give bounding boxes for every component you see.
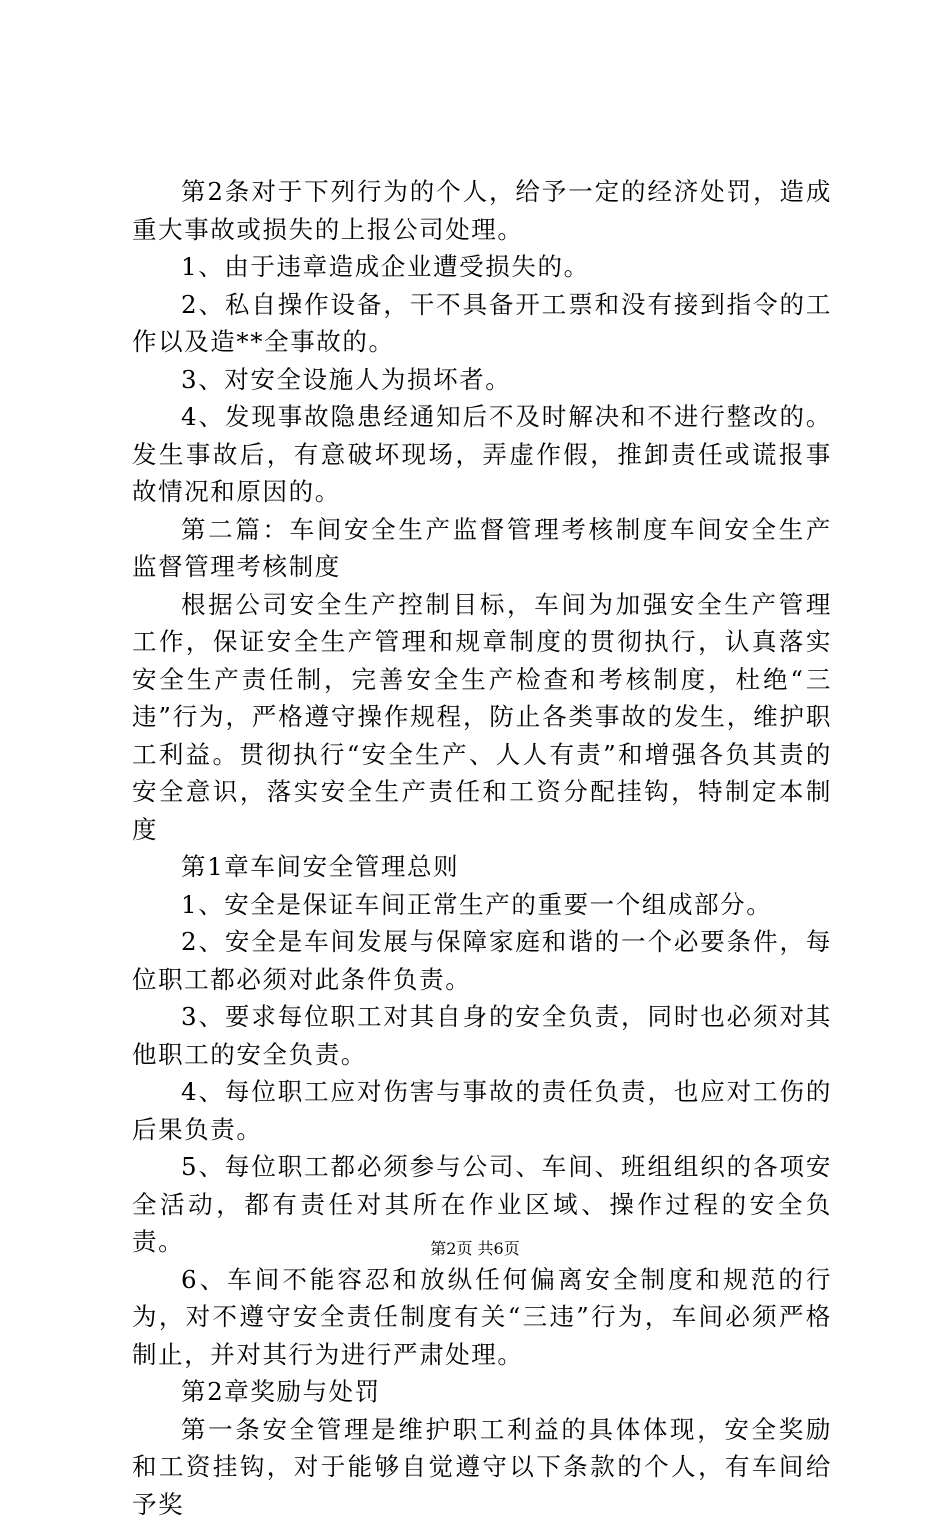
paragraph: 第2条对于下列行为的个人，给予一定的经济处罚，造成重大事故或损失的上报公司处理。 — [132, 173, 832, 248]
paragraph: 2、安全是车间发展与保障家庭和谐的一个必要条件，每位职工都必须对此条件负责。 — [132, 923, 832, 998]
paragraph: 根据公司安全生产控制目标，车间为加强安全生产管理工作，保证安全生产管理和规章制度的贯彻执行，认真落实安全生产责任制，完善安全生产检查和考核制度，杜绝“三违”行为，严格遵守操作规程，防止各类事故的发生，维护职工利益。贯彻执行“安全生产、人人有责”和增强各负其责的安全意识，落实安全生产责任和工资分配挂钩，特制定本制度 — [132, 586, 832, 849]
paragraph: 4、发现事故隐患经通知后不及时解决和不进行整改的。发生事故后，有意破坏现场，弄虚作假，推卸责任或谎报事故情况和原因的。 — [132, 398, 832, 511]
paragraph: 5、每位职工都必须参与公司、车间、班组组织的各项安全活动，都有责任对其所在作业区域、操作过程的安全负责。 — [132, 1148, 832, 1261]
paragraph: 3、要求每位职工对其自身的安全负责，同时也必须对其他职工的安全负责。 — [132, 998, 832, 1073]
paragraph: 1、安全是保证车间正常生产的重要一个组成部分。 — [132, 886, 832, 924]
paragraph: 3、对安全设施人为损坏者。 — [132, 361, 832, 399]
paragraph: 6、车间不能容忍和放纵任何偏离安全制度和规范的行为，对不遵守安全责任制度有关“三违”行为，车间必须严格制止，并对其行为进行严肃处理。 — [132, 1261, 832, 1374]
document-body — [132, 173, 832, 1523]
page-footer — [0, 1239, 950, 1259]
paragraph: 2、私自操作设备，干不具备开工票和没有接到指令的工作以及造**全事故的。 — [132, 286, 832, 361]
chapter-heading: 第1章车间安全管理总则 — [132, 848, 832, 886]
section-heading: 第二篇：车间安全生产监督管理考核制度车间安全生产监督管理考核制度 — [132, 511, 832, 586]
paragraph: 1、由于违章造成企业遭受损失的。 — [132, 248, 832, 286]
chapter-heading: 第2章奖励与处罚 — [132, 1373, 832, 1411]
page-number-label: 第2页 共6页 — [430, 1239, 519, 1258]
paragraph: 第一条安全管理是维护职工利益的具体体现，安全奖励和工资挂钩，对于能够自觉遵守以下条款的个人，有车间给予奖 — [132, 1411, 832, 1523]
paragraph: 4、每位职工应对伤害与事故的责任负责，也应对工伤的后果负责。 — [132, 1073, 832, 1148]
